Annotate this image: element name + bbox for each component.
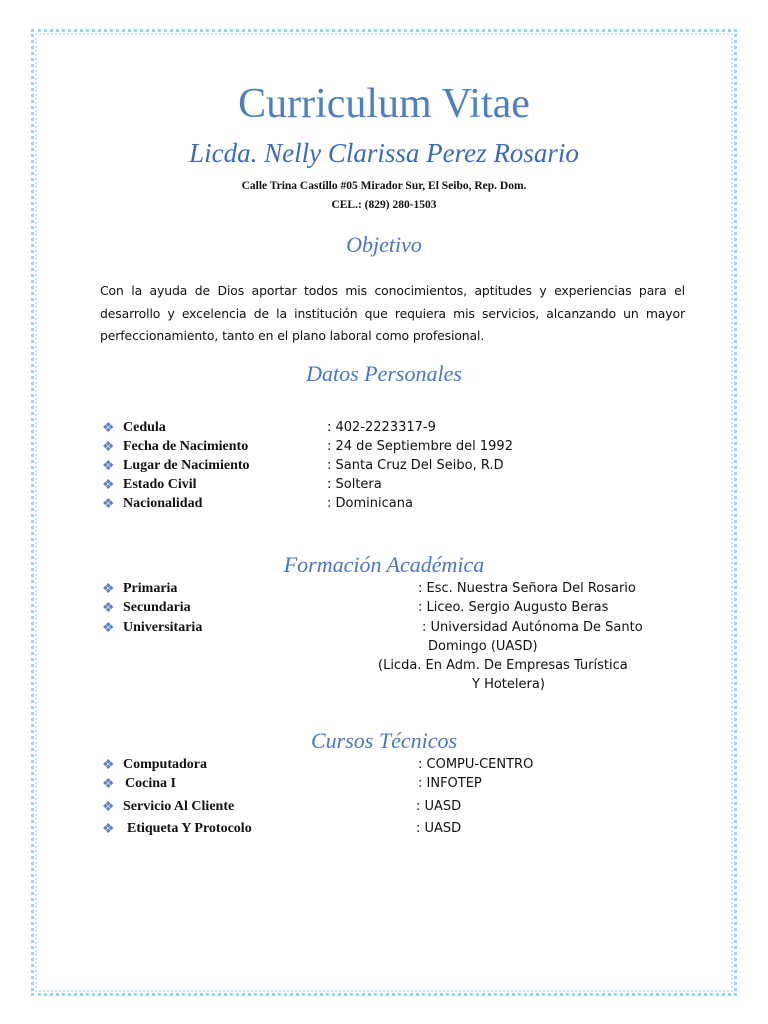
courses-heading: Cursos Técnicos	[310, 728, 458, 753]
field-value: : 24 de Septiembre del 1992	[327, 439, 513, 454]
field-label: Nacionalidad	[123, 496, 203, 511]
field-value: : Soltera	[327, 477, 382, 492]
page-border-inner	[35, 33, 733, 992]
university-continuation: Domingo (UASD)	[428, 639, 538, 654]
diamond-bullet-icon: ❖	[102, 420, 115, 436]
field-value: : INFOTEP	[418, 776, 482, 791]
personal-heading: Datos Personales	[306, 361, 462, 386]
diamond-bullet-icon: ❖	[102, 581, 115, 597]
candidate-name: Licda. Nelly Clarissa Perez Rosario	[189, 138, 579, 168]
phone: CEL.: (829) 280-1503	[331, 199, 437, 211]
field-value: : COMPU-CENTRO	[418, 757, 534, 772]
diamond-bullet-icon: ❖	[102, 496, 115, 512]
field-value: : UASD	[416, 799, 462, 814]
field-value: : Liceo. Sergio Augusto Beras	[418, 600, 609, 615]
diamond-bullet-icon: ❖	[102, 600, 115, 616]
diamond-bullet-icon: ❖	[102, 799, 115, 815]
field-label: Cocina I	[125, 776, 176, 791]
diamond-bullet-icon: ❖	[102, 620, 115, 636]
field-value: : 402-2223317-9	[327, 420, 436, 435]
field-label: Estado Civil	[123, 477, 197, 492]
field-label: Fecha de Nacimiento	[123, 439, 249, 454]
field-label: Primaria	[123, 581, 178, 596]
address: Calle Trina Castillo #05 Mirador Sur, El Seibo, Rep. Dom.	[241, 180, 527, 192]
diamond-bullet-icon: ❖	[102, 821, 115, 837]
diamond-bullet-icon: ❖	[102, 458, 115, 474]
field-label: Cedula	[123, 420, 166, 435]
objective-heading: Objetivo	[346, 232, 422, 257]
field-value: : UASD	[416, 821, 462, 836]
field-value: : Dominicana	[327, 496, 413, 511]
diamond-bullet-icon: ❖	[102, 776, 115, 792]
field-label: Secundaria	[123, 600, 191, 615]
field-label: Lugar de Nacimiento	[123, 458, 250, 473]
diamond-bullet-icon: ❖	[102, 477, 115, 493]
objective-text: Con la ayuda de Dios aportar todos mis conocimientos, aptitudes y experiencias para el desarrollo y excelencia de la institución que requiera mis servicios, alcanzando un mayor perfeccionamiento, tanto en el plano laboral como profesional.	[100, 283, 685, 343]
degree-line-1: (Licda. En Adm. De Empresas Turística	[378, 658, 628, 673]
field-value: : Santa Cruz Del Seibo, R.D	[327, 458, 504, 473]
field-label: Servicio Al Cliente	[123, 799, 235, 814]
diamond-bullet-icon: ❖	[102, 439, 115, 455]
diamond-bullet-icon: ❖	[102, 757, 115, 773]
field-label: Universitaria	[123, 620, 203, 635]
field-label: Computadora	[123, 757, 208, 772]
field-label: Etiqueta Y Protocolo	[127, 821, 252, 836]
education-heading: Formación Académica	[283, 552, 485, 577]
document-title: Curriculum Vitae	[238, 81, 530, 127]
degree-line-2: Y Hotelera)	[472, 677, 545, 692]
field-value: : Universidad Autónoma De Santo	[422, 620, 643, 635]
field-value: : Esc. Nuestra Señora Del Rosario	[418, 581, 636, 596]
